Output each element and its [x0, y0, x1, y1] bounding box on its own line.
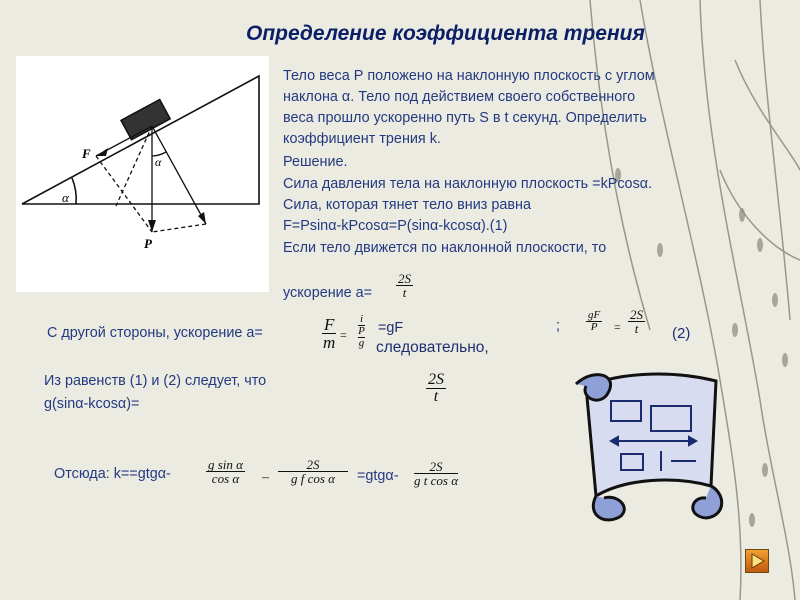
problem-line-2: наклона α. Тело под действием своего собственного [283, 89, 636, 105]
g-sin-equation: g(sinα-kcosα)= [44, 396, 140, 412]
fraction-2S-over-t2-a: 2S t [398, 271, 411, 300]
top-angle-label: α [155, 155, 162, 169]
hence-text: Отсюда: k==gtgα- [54, 466, 171, 482]
consequently-text: следовательно, [376, 339, 489, 356]
semicolon: ; [556, 318, 560, 334]
fraction-2S-over-t2-c: 2S t [428, 371, 444, 405]
equation-1: F=Psinα-kPcosα=P(sinα-kcosα).(1) [283, 218, 508, 234]
from-equalities-text: Из равенств (1) и (2) следует, что [44, 373, 267, 389]
problem-line-9: Если тело движется по наклонной плоскости, то [283, 240, 607, 256]
problem-line-7: Сила, которая тянет тело вниз равна [283, 197, 531, 213]
problem-line-4: коэффициент трения k. [283, 131, 441, 147]
equals-sign-1: = [340, 328, 347, 342]
fraction-2S-over-gt2cos: 2S g f cos α [278, 458, 348, 485]
fraction-F-over-P-over-g: i P g [358, 313, 365, 349]
equals-gF: =gF [378, 320, 404, 336]
force-F-label: F [82, 146, 91, 161]
fraction-gsin-over-cos: g sin α cos α [208, 457, 243, 486]
equals-gtg-text: =gtgα- [357, 468, 399, 484]
solution-heading: Решение. [283, 154, 348, 170]
page-title: Определение коэффициента трения [246, 22, 645, 45]
inclined-plane-diagram [16, 56, 269, 292]
problem-line-1: Тело веса Р положено на наклонную плоскость с углом [283, 68, 655, 84]
fraction-2S-over-t2-b: 2S t [630, 307, 643, 336]
fraction-F-over-m: F m [323, 315, 336, 352]
other-side-text: С другой стороны, ускорение а= [47, 325, 263, 341]
base-angle-label: α [62, 190, 69, 205]
problem-line-3: веса прошло ускоренно путь S в t секунд. Определить [283, 110, 647, 126]
equation-2-label: (2) [672, 325, 691, 342]
fraction-gF-over-P: gF P [588, 309, 601, 333]
minus-sign: – [262, 470, 269, 485]
problem-line-6: Сила давления тела на наклонную плоскость =kPcosα. [283, 176, 653, 192]
blueprint-scroll-illustration [566, 366, 736, 531]
fraction-2S-over-gtcos: 2S g t cos α [414, 459, 459, 488]
next-slide-button[interactable] [745, 549, 769, 573]
acceleration-label: ускорение а= [283, 285, 373, 301]
equals-sign-2: = [614, 320, 621, 334]
weight-P-label: P [144, 236, 152, 251]
